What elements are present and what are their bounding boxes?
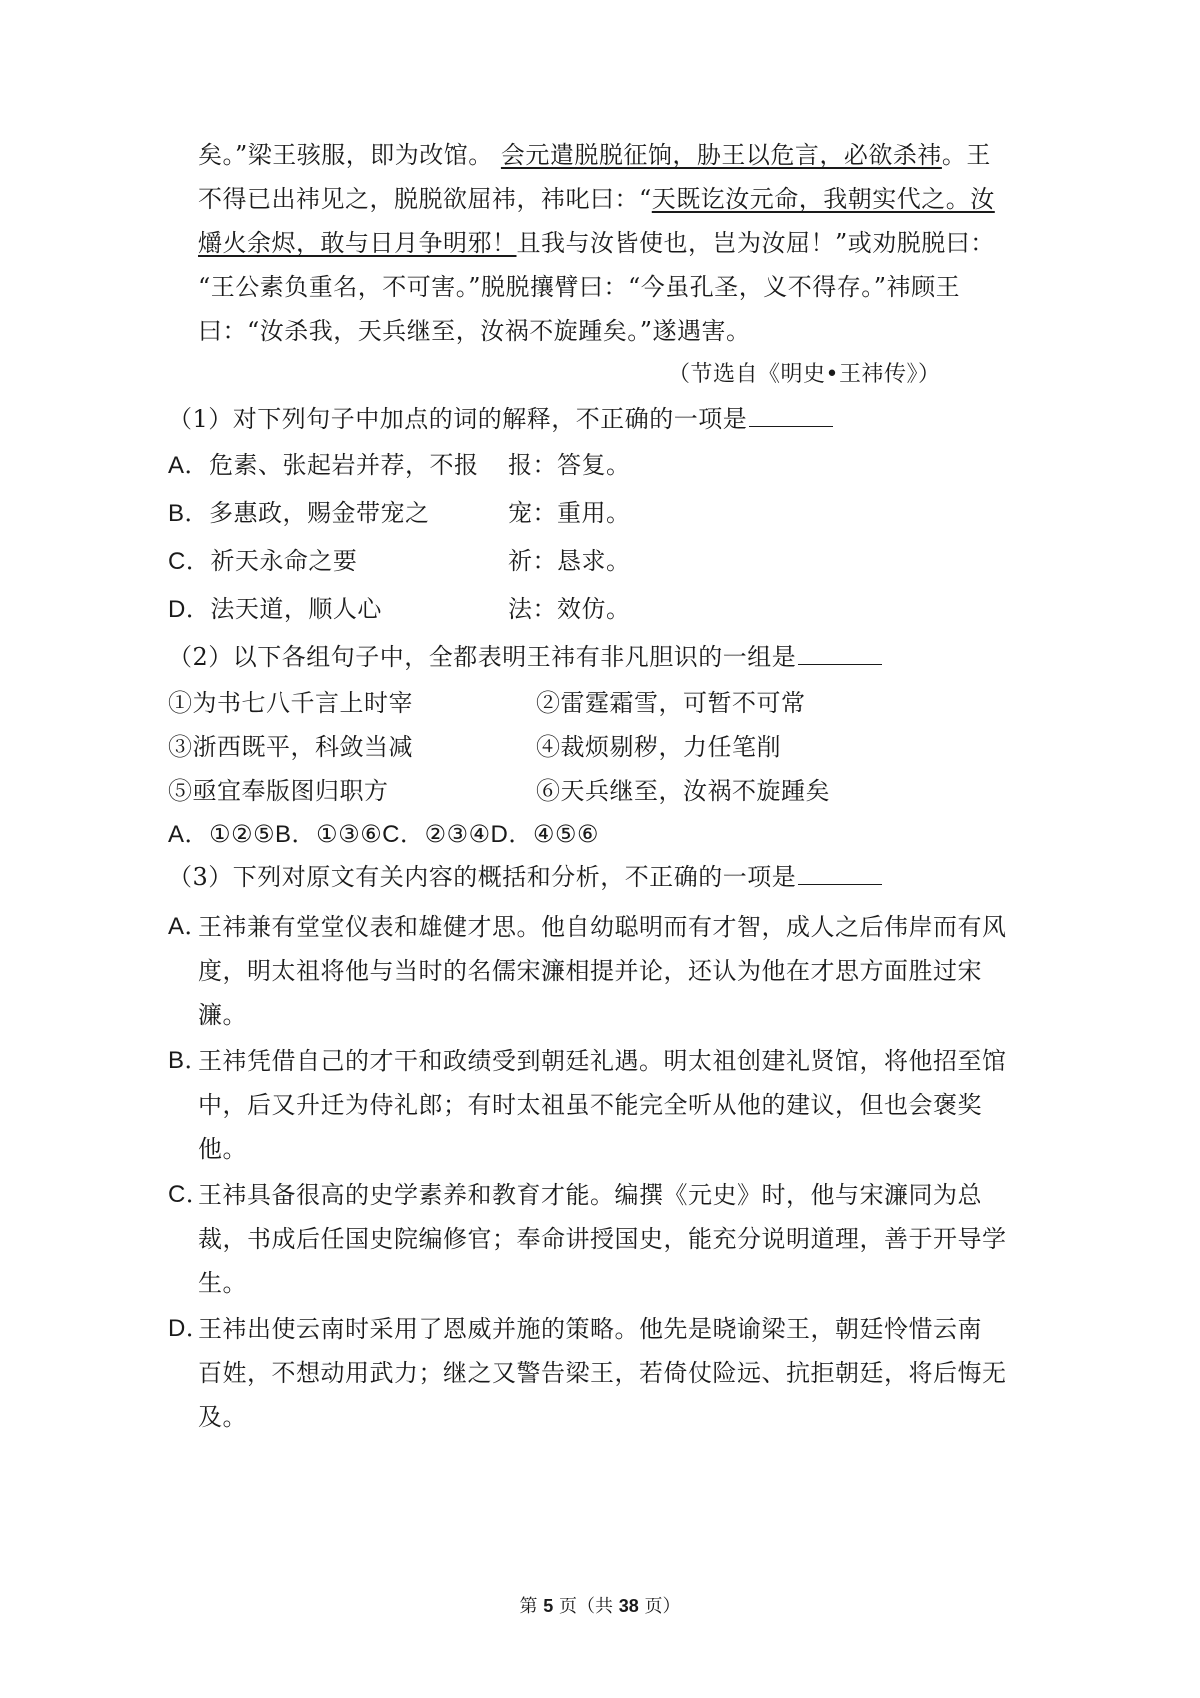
page-number: 5 — [543, 1596, 554, 1616]
q1-option-b — [168, 498, 430, 529]
q1-option-c-gloss: 祈：恳求。 — [508, 547, 631, 575]
q3-option-b-letter: B． — [168, 1047, 210, 1074]
q2-item-6: ⑥天兵继至，汝祸不旋踵矣 — [536, 777, 830, 805]
option-text: 多惠政，赐金带宠之 — [209, 499, 430, 527]
passage-text: 且我与汝皆使也，岂为汝屈！”或劝脱脱曰： — [516, 229, 995, 257]
q1-option-a-gloss: 报：答复。 — [508, 451, 631, 479]
option-letter: C． — [168, 548, 211, 575]
q1-option-d-gloss: 法：效仿。 — [508, 595, 631, 623]
q1-option-d — [168, 594, 382, 625]
passage-line-3 — [198, 228, 995, 258]
q3-option-c-letter: C． — [168, 1181, 211, 1208]
passage-line-4: “王公素负重名，不可害。”脱脱攘臂曰：“今虽孔圣，义不得存。”祎顾王 — [198, 273, 961, 301]
passage-line-2 — [198, 184, 995, 214]
q3-option-b-line: 王祎凭借自己的才干和政绩受到朝廷礼遇。明太祖创建礼贤馆，将他招至馆 — [198, 1047, 1007, 1075]
answer-blank — [798, 642, 882, 665]
passage-line-1 — [198, 140, 991, 170]
option-letter: A． — [168, 452, 210, 479]
q2-item-5: ⑤亟宜奉版图归职方 — [168, 777, 389, 805]
question-2-stem: （2）以下各组句子中，全都表明王祎有非凡胆识的一组是 — [168, 642, 882, 672]
answer-blank — [798, 862, 882, 885]
underlined-sentence: 爝火余烬，敢与日月争明邪！ — [198, 229, 517, 257]
q3-option-d-line: 及。 — [198, 1403, 247, 1431]
q2-item-4: ④裁烦剔秽，力任笔削 — [536, 733, 781, 761]
q3-option-d-line: 王祎出使云南时采用了恩威并施的策略。他先是晓谕梁王，朝廷怜惜云南 — [198, 1315, 982, 1343]
option-text: 法天道，顺人心 — [210, 595, 382, 623]
q2-item-3: ③浙西既平，科敛当减 — [168, 733, 413, 761]
q3-option-c-line: 裁，书成后任国史院编修官；奉命讲授国史，能充分说明道理，善于开导学 — [198, 1225, 1007, 1253]
answer-blank — [749, 404, 833, 427]
passage-source: （节选自《明史•王祎传》） — [668, 362, 941, 387]
q3-option-a-line: 度，明太祖将他与当时的名儒宋濂相提并论，还认为他在才思方面胜过宋 — [198, 957, 982, 985]
q2-item-2: ②雷霆霜雪，可暂不可常 — [536, 689, 806, 717]
q3-option-d-letter: D． — [168, 1315, 211, 1342]
passage-text: 矣。”梁王骇服，即为改馆。 — [198, 141, 501, 169]
total-pages: 38 — [618, 1596, 639, 1616]
q2-item-1: ①为书七八千言上时宰 — [168, 689, 413, 717]
q2-answer-choices: A．①②⑤B．①③⑥C．②③④D．④⑤⑥ — [168, 821, 599, 848]
q3-option-a-letter: A． — [168, 913, 210, 940]
passage-text: 。王 — [941, 141, 991, 169]
option-letter: D． — [168, 596, 211, 623]
q3-option-c-line: 生。 — [198, 1269, 247, 1297]
page-footer: 第 5 页（共 38 页） — [519, 1596, 681, 1617]
q1-option-c — [168, 546, 357, 577]
underlined-sentence: 天既讫汝元命，我朝实代之。汝 — [651, 185, 995, 213]
passage-line-5: 曰：“汝杀我，天兵继至，汝祸不旋踵矣。”遂遇害。 — [198, 317, 751, 345]
underlined-sentence: 会元遣脱脱征饷，胁王以危言，必欲杀祎 — [500, 141, 942, 169]
option-text: 危素、张起岩并荐，不报 — [209, 451, 479, 479]
q1-option-a — [168, 450, 479, 481]
q3-option-b-line: 他。 — [198, 1135, 247, 1163]
q3-option-d-line: 百姓，不想动用武力；继之又警告梁王，若倚仗险远、抗拒朝廷，将后悔无 — [198, 1359, 1007, 1387]
q3-option-a-line: 王祎兼有堂堂仪表和雄健才思。他自幼聪明而有才智，成人之后伟岸而有风 — [198, 913, 1007, 941]
q3-option-c-line: 王祎具备很高的史学素养和教育才能。编撰《元史》时，他与宋濂同为总 — [198, 1181, 982, 1209]
option-text: 祈天永命之要 — [210, 547, 358, 575]
q1-option-b-gloss: 宠：重用。 — [508, 499, 631, 527]
q3-option-a-line: 濂。 — [198, 1001, 247, 1029]
question-3-stem: （3）下列对原文有关内容的概括和分析，不正确的一项是 — [168, 862, 882, 892]
q3-option-b-line: 中，后又升迁为侍礼郎；有时太祖虽不能完全听从他的建议，但也会褒奖 — [198, 1091, 982, 1119]
question-1-stem: （1）对下列句子中加点的词的解释，不正确的一项是 — [168, 404, 833, 434]
passage-text: 不得已出祎见之，脱脱欲屈祎，祎叱曰：“ — [198, 185, 652, 213]
option-letter: B． — [168, 500, 210, 527]
